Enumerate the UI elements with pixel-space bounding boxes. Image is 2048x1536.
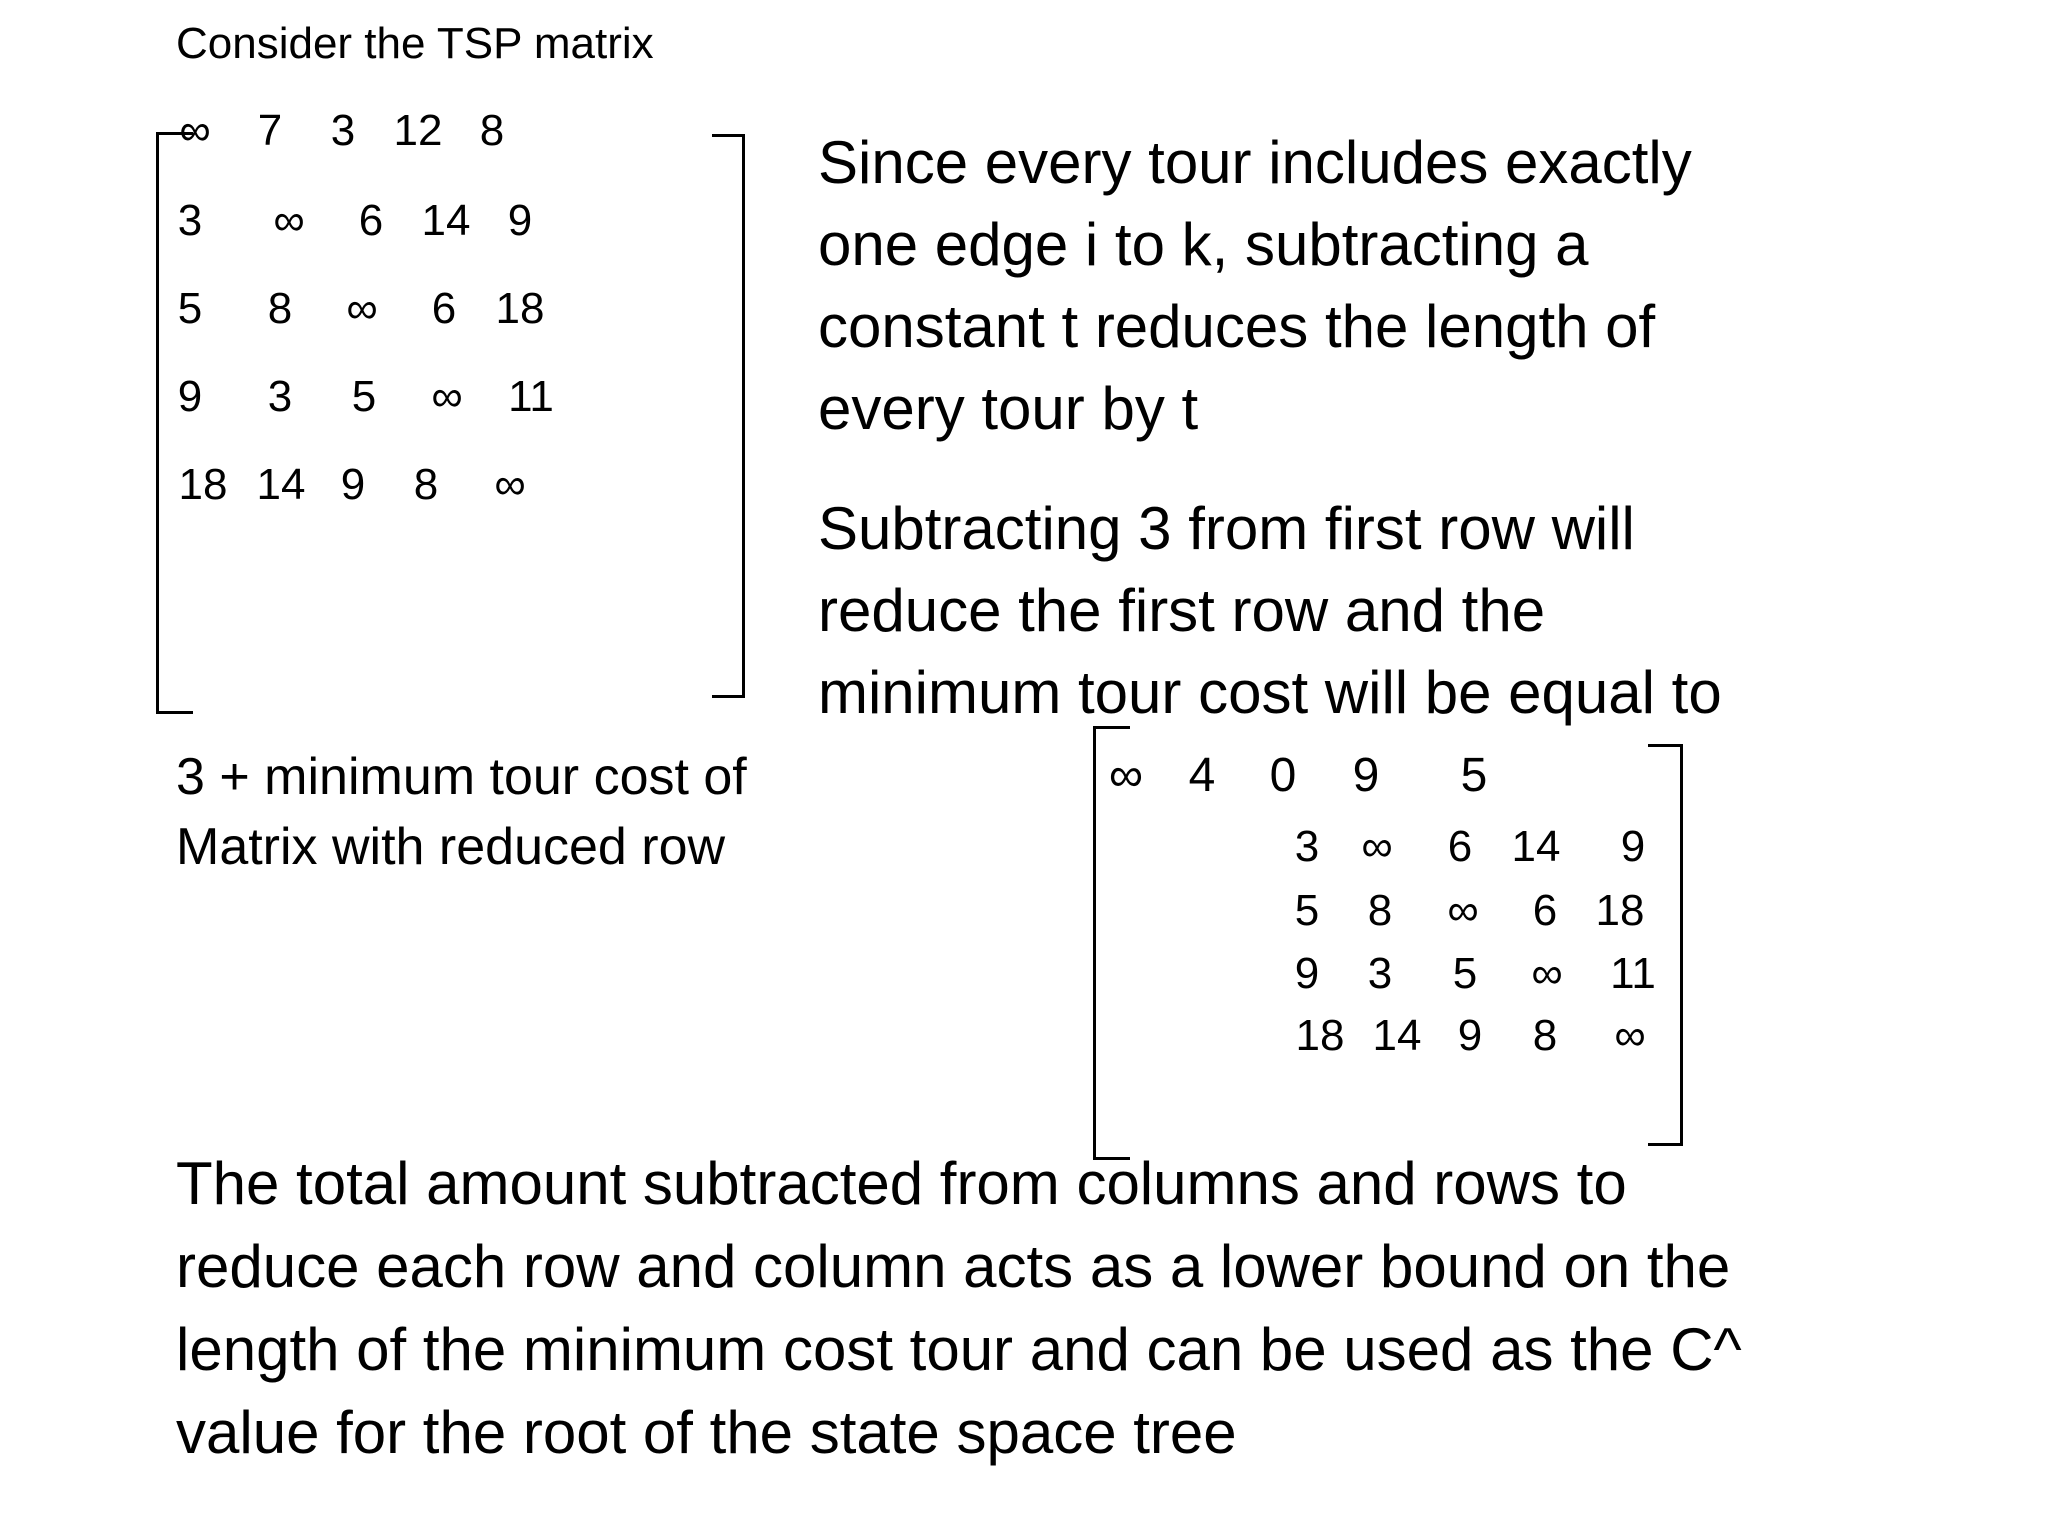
matrix1-cell: 6 xyxy=(431,284,457,333)
matrix2-cell: ∞ xyxy=(1531,949,1563,998)
subtraction-line: minimum tour cost will be equal to xyxy=(818,659,1722,726)
matrix2-cell: 3 xyxy=(1294,822,1320,871)
matrix1-cell: 9 xyxy=(340,460,366,509)
explanation-line: every tour by t xyxy=(818,375,1199,442)
matrix2-cell: 8 xyxy=(1532,1011,1558,1060)
matrix1-cell: ∞ xyxy=(346,284,378,333)
matrix1-cell: 3 xyxy=(267,372,293,421)
matrix1-cell: 7 xyxy=(257,106,283,155)
matrix2-cell: ∞ xyxy=(1108,749,1144,802)
matrix1-cell: 11 xyxy=(508,372,554,421)
matrix2-cell: 9 xyxy=(1457,1011,1483,1060)
matrix1-cell: 14 xyxy=(421,196,471,245)
explanation-line: Since every tour includes exactly xyxy=(818,129,1692,196)
matrix2-cell: 0 xyxy=(1269,749,1297,802)
matrix2-cell: 14 xyxy=(1511,822,1561,871)
min-cost-line: Matrix with reduced row xyxy=(176,818,726,876)
subtraction-line: Subtracting 3 from first row will xyxy=(818,495,1635,562)
matrix1-cell: 12 xyxy=(393,106,443,155)
matrix2-cell: 18 xyxy=(1595,886,1645,935)
conclusion-line: value for the root of the state space tree xyxy=(176,1399,1237,1466)
matrix2-cell: 9 xyxy=(1294,949,1320,998)
conclusion-line: reduce each row and column acts as a lower bound on the xyxy=(176,1233,1731,1300)
matrix1-cell: 3 xyxy=(330,106,356,155)
matrix2-cell: 14 xyxy=(1372,1011,1422,1060)
matrix2-cell: 6 xyxy=(1532,886,1558,935)
subtraction-line: reduce the first row and the xyxy=(818,577,1546,644)
matrix2-cell: 18 xyxy=(1295,1011,1345,1060)
matrix1-cell: 18 xyxy=(178,460,228,509)
matrix1-cell: ∞ xyxy=(273,196,305,245)
matrix1-cell: 9 xyxy=(177,372,203,421)
matrix2-cell: ∞ xyxy=(1447,886,1479,935)
matrix1-cell: 18 xyxy=(495,284,545,333)
matrix1-cell: ∞ xyxy=(179,106,211,155)
matrix2-cell: 9 xyxy=(1352,749,1380,802)
subtraction-paragraph xyxy=(818,488,1722,734)
matrix2-cell: 8 xyxy=(1367,886,1393,935)
matrix2-cell: ∞ xyxy=(1361,822,1393,871)
matrix1-cell: 9 xyxy=(507,196,533,245)
matrix2-cell: 11 xyxy=(1610,949,1656,998)
matrix2-cell: 5 xyxy=(1294,886,1320,935)
explanation-line: one edge i to k, subtracting a xyxy=(818,211,1589,278)
page-title: Consider the TSP matrix xyxy=(176,19,654,68)
matrix1-cell: 3 xyxy=(177,196,203,245)
matrix2-cell: 5 xyxy=(1460,749,1488,802)
matrix2-cell: 4 xyxy=(1188,749,1216,802)
matrix1-right-bracket xyxy=(712,134,745,698)
matrix2-cell: 5 xyxy=(1452,949,1478,998)
matrix1-cell: 8 xyxy=(413,460,439,509)
matrix1-cell: ∞ xyxy=(431,372,463,421)
matrix2-cell: 3 xyxy=(1367,949,1393,998)
matrix2-cell: 6 xyxy=(1447,822,1473,871)
matrix1-cell: 14 xyxy=(256,460,306,509)
explanation-line: constant t reduces the length of xyxy=(818,293,1656,360)
matrix2-cell: ∞ xyxy=(1614,1011,1646,1060)
conclusion-line: The total amount subtracted from columns and rows to xyxy=(176,1150,1627,1217)
min-cost-text xyxy=(176,742,747,882)
conclusion-paragraph xyxy=(176,1142,1742,1474)
matrix2-right-bracket xyxy=(1648,744,1683,1146)
min-cost-line: 3 + minimum tour cost of xyxy=(176,748,747,806)
matrix2-cell: 9 xyxy=(1620,822,1646,871)
matrix1-cell: 8 xyxy=(267,284,293,333)
conclusion-line: length of the minimum cost tour and can be used as the C^ xyxy=(176,1316,1742,1383)
matrix1-cell: 5 xyxy=(351,372,377,421)
matrix1-cell: 6 xyxy=(358,196,384,245)
matrix1-cell: 8 xyxy=(479,106,505,155)
matrix1-cell: ∞ xyxy=(494,460,526,509)
matrix1-cell: 5 xyxy=(177,284,203,333)
explanation-paragraph xyxy=(818,122,1692,450)
